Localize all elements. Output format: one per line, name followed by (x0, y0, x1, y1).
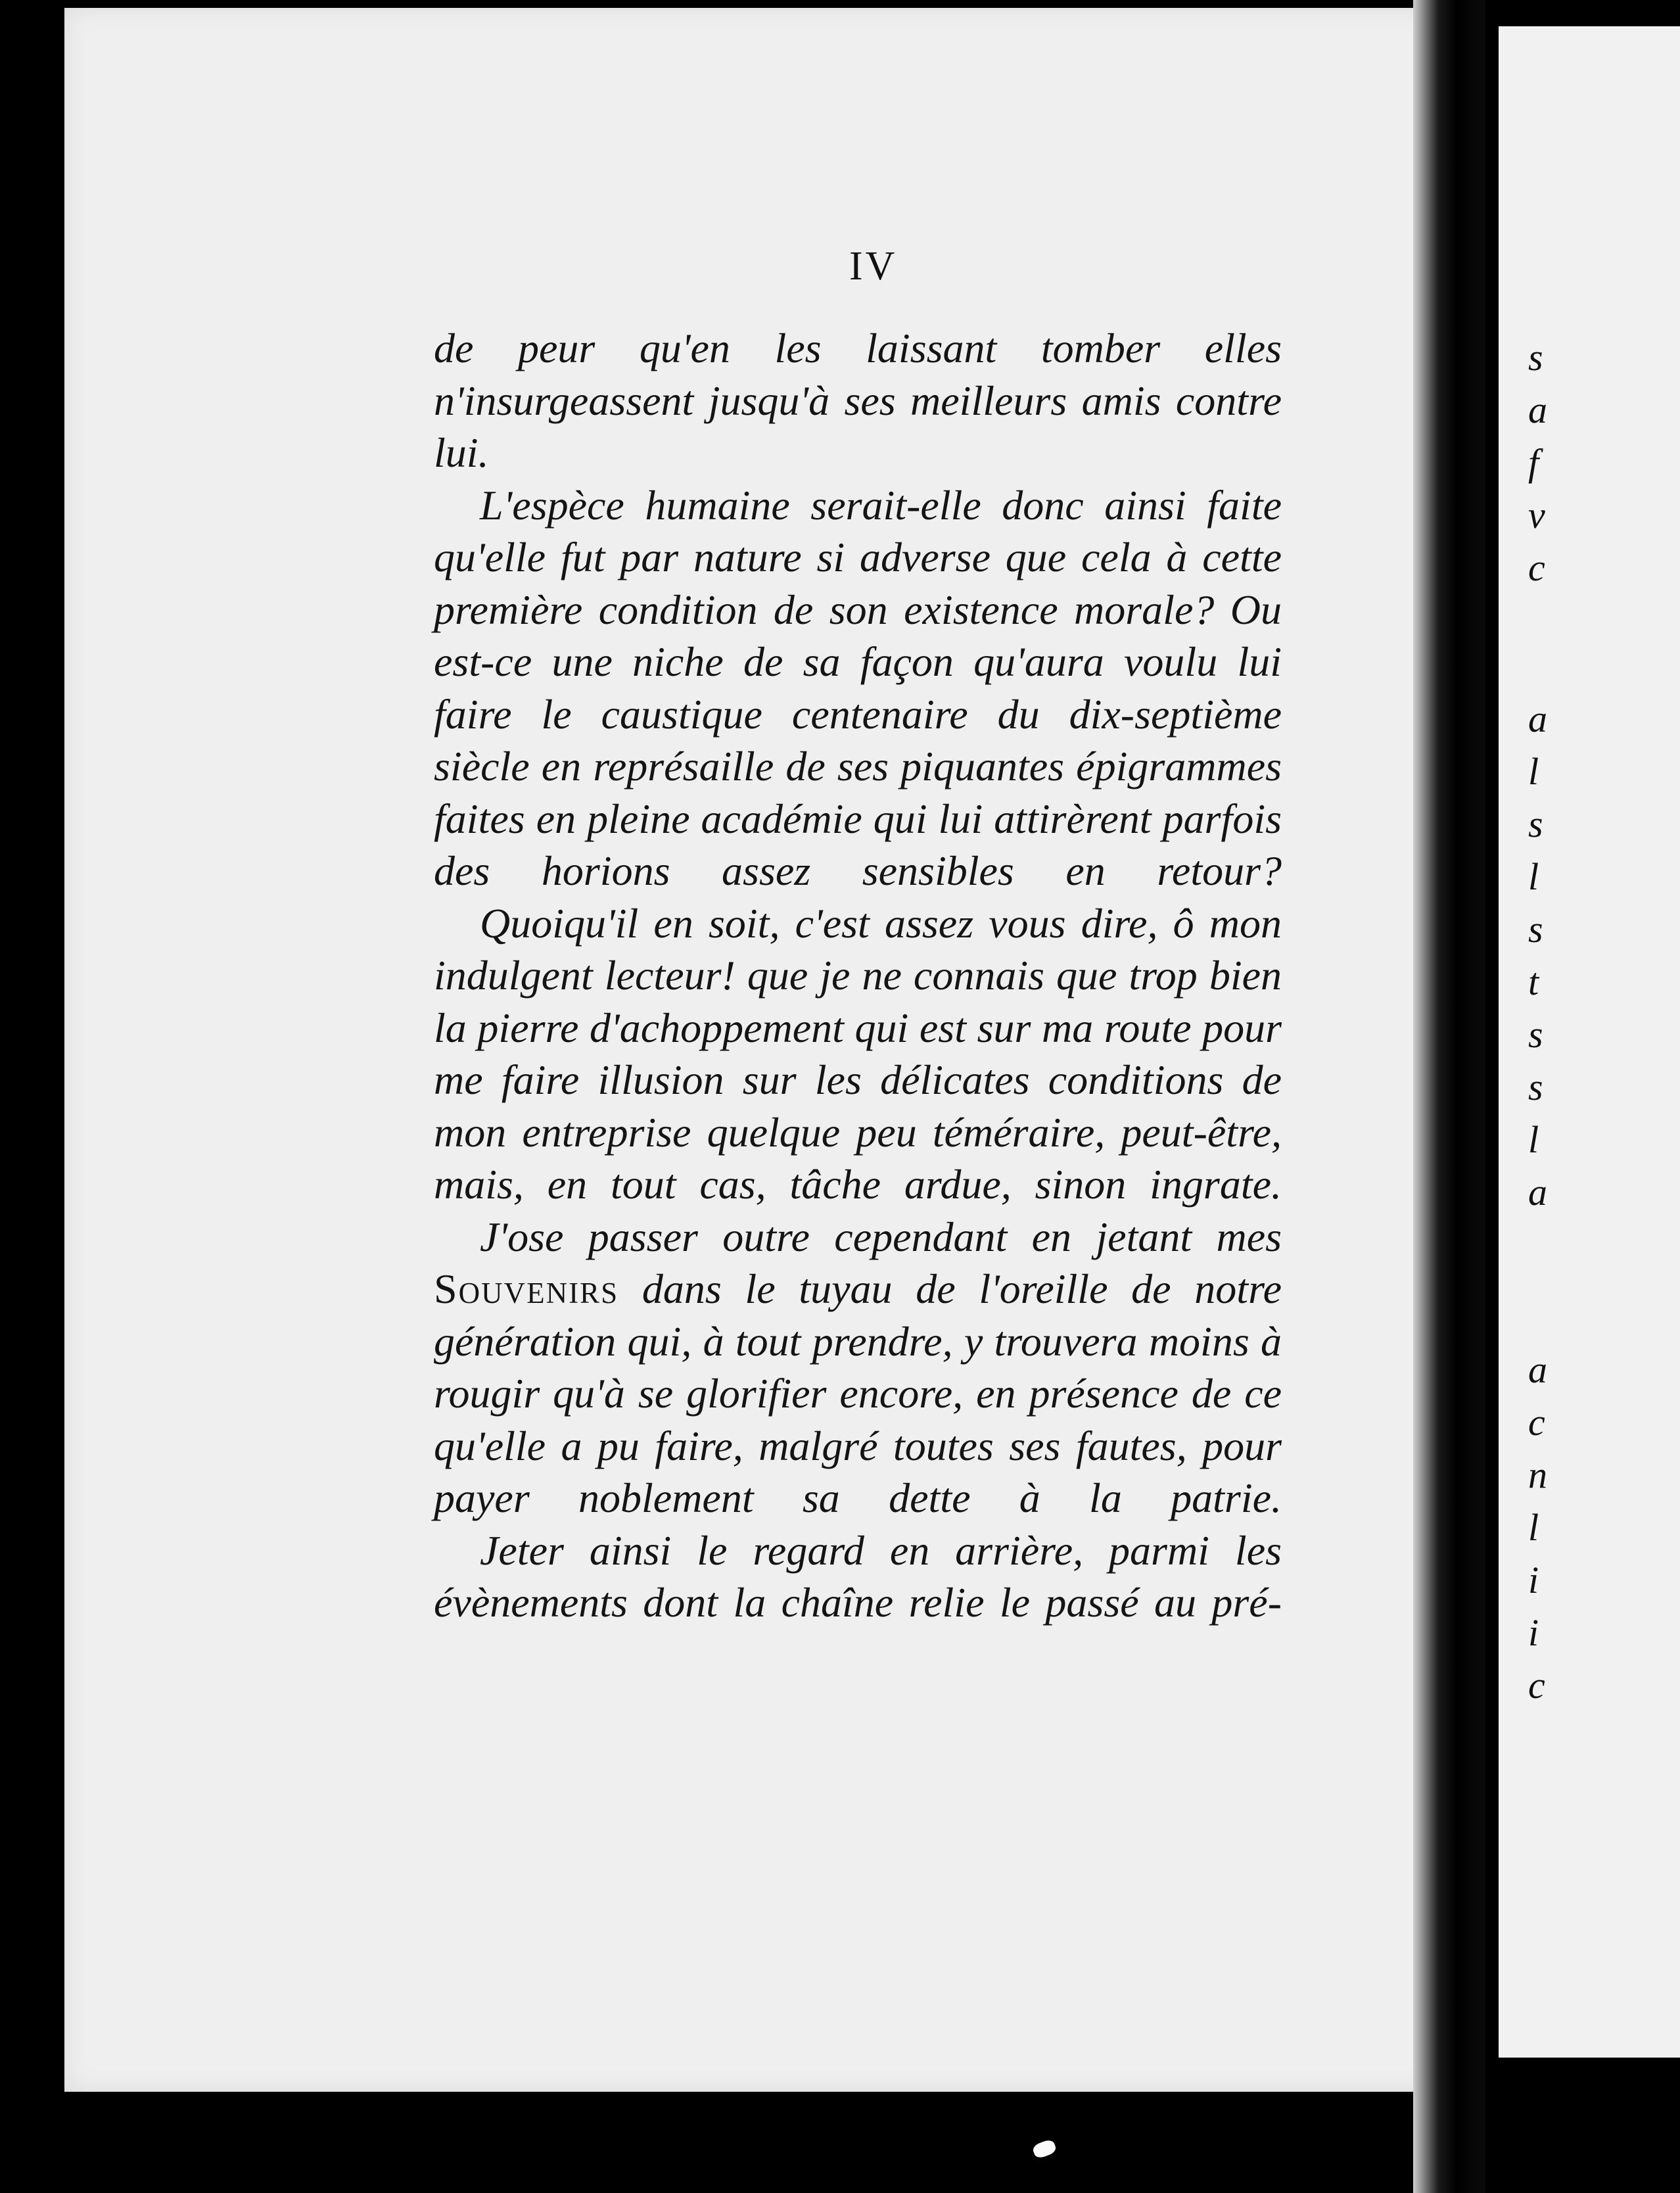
facing-fragment: c (1528, 1401, 1545, 1444)
facing-fragment: a (1528, 697, 1547, 740)
page-number: IV (849, 244, 898, 289)
facing-fragment: i (1528, 1559, 1539, 1601)
facing-fragment: t (1528, 960, 1539, 1003)
facing-fragment: a (1528, 1171, 1547, 1214)
facing-fragment: f (1528, 441, 1539, 484)
facing-fragment: l (1528, 1506, 1539, 1549)
facing-fragment: s (1528, 908, 1543, 951)
paragraph-5: Jeter ainsi le regard en arrière, parmi les évènements dont la chaîne relie le passé au pré- (434, 1526, 1282, 1626)
facing-fragment: c (1528, 1664, 1545, 1707)
paragraph-1: de peur qu'en les laissant tomber elles n'insurgeassent jusqu'à ses meilleurs amis contre lui. (434, 325, 1282, 476)
body-text (434, 322, 1282, 1629)
paragraph-2: L'espèce humaine serait-elle donc ainsi faite qu'elle fut par nature si adverse que cela à cette première condition de son existence morale? Ou est-ce une niche de sa façon qu'aura voulu lui faire le caustique centenaire du dix-septième siècle en représaille de ses piquantes épigrammes faites en pleine académie qui lui attirèrent parfois des horions assez sensibles en retour? (434, 481, 1282, 894)
facing-fragment: i (1528, 1611, 1539, 1654)
facing-fragment: a (1528, 1348, 1547, 1391)
paragraph-4 (434, 1211, 1282, 1524)
facing-fragment: a (1528, 389, 1547, 431)
facing-fragment: l (1528, 1118, 1539, 1161)
facing-fragment: s (1528, 1066, 1543, 1108)
facing-fragment: l (1528, 750, 1539, 793)
paragraph-3: Quoiqu'il en soit, c'est assez vous dire, ô mon indulgent lecteur! que je ne connais que trop bien la pierre d'achoppement qui est sur ma route pour me faire illusion sur les délicates conditions de mon entreprise quelque peu téméraire, peut-être, mais, en tout cas, tâche ardue, sinon ingrate. (434, 899, 1282, 1208)
facing-fragment: l (1528, 855, 1539, 898)
scan-speck (1031, 2138, 1057, 2159)
facing-fragment: v (1528, 494, 1545, 536)
facing-page (1499, 26, 1680, 2058)
facing-fragment: c (1528, 546, 1545, 589)
facing-fragment: s (1528, 1013, 1543, 1056)
souvenirs-smallcaps: Souvenirs (434, 1265, 619, 1312)
facing-fragment: s (1528, 803, 1543, 845)
facing-fragment: n (1528, 1453, 1547, 1496)
paragraph-4-start: J'ose passer outre cependant en jetant mes (480, 1213, 1282, 1260)
book-gutter (1413, 0, 1485, 2193)
facing-fragment: s (1528, 336, 1543, 379)
paragraph-4-end: dans le tuyau de l'oreille de notre génération qui, à tout prendre, y trouvera moins à rougir qu'à se glorifier encore, en présence de ce qu'elle a pu faire, malgré toutes ses fautes, pour payer noblement sa dette à la patrie. (434, 1265, 1282, 1521)
